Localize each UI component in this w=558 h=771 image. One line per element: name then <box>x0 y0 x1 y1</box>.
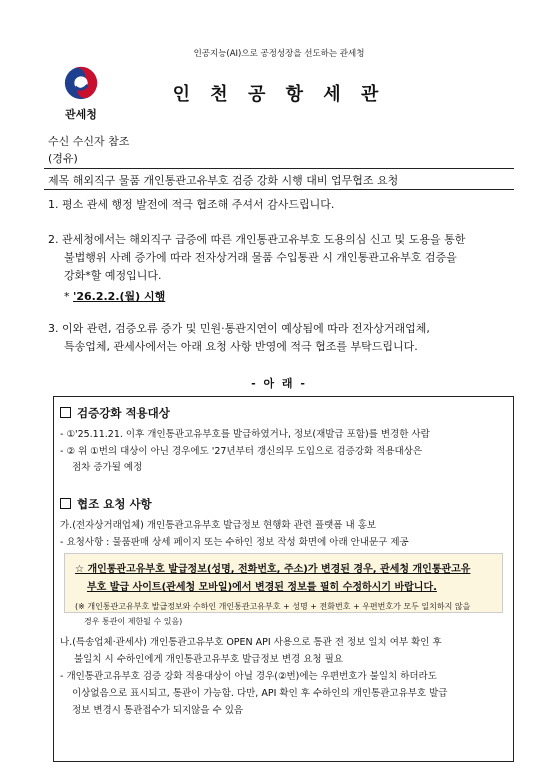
paragraph-3 <box>48 320 518 356</box>
section-1-title-text: 검증강화 적용대상 <box>77 406 170 420</box>
notice-line-2: 부호 발급 사이트(관세청 모바일)에서 변경된 정보를 필히 수정하시기 바랍니다. <box>87 582 437 593</box>
notice-note-1: (※ 개인통관고유부호 발급정보와 수하인 개인통관고유부호 + 성명 + 전화번호 + 우편번호가 모두 일치하지 않을 <box>75 602 471 611</box>
notice-box <box>64 553 503 613</box>
subject-line <box>44 168 514 190</box>
paragraph-2-line-3: 강화*할 예정입니다. <box>64 269 162 282</box>
square-bullet-icon <box>60 407 71 418</box>
item-na-line-2: 불일치 시 수하인에게 개인통관고유부호 발급정보 변경 요청 필요 <box>74 654 343 665</box>
paragraph-2-line-1: 2. 관세청에서는 해외직구 급증에 따른 개인통관고유부호 도용의심 신고 및 도용을 통한 <box>48 233 466 246</box>
paragraph-1: 1. 평소 관세 행정 발전에 적극 협조해 주셔서 감사드립니다. <box>48 198 335 211</box>
section-1-item-2: - ② 위 ①번의 대상이 아닌 경우에도 '27년부터 갱신의무 도입으로 검증강화 적용대상은 <box>60 446 423 457</box>
item-na-line-5: 정보 변경시 통관접수가 되지않을 수 있음 <box>72 705 244 716</box>
paragraph-3-line-2: 특송업체, 관세사에서는 아래 요청 사항 반영에 적극 협조를 부탁드립니다. <box>64 340 418 353</box>
item-ga-request: - 요청사항 : 물품판매 상세 페이지 또는 수하인 정보 작성 화면에 아래 안내문구 제공 <box>60 537 409 548</box>
section-1-item-1: - ①'25.11.21. 이후 개인통관고유부호를 발급하였거나, 정보(재발급 포함)를 변경한 사람 <box>60 429 430 440</box>
slogan: 인공지능(AI)으로 공정성장을 선도하는 관세청 <box>193 49 365 59</box>
recipient-line: 수신 수신자 참조 <box>48 135 130 148</box>
organization-title: 인 천 공 항 세 관 <box>172 84 386 105</box>
effective-date-note <box>64 288 165 304</box>
effective-date: '26.2.2.(월) 시행 <box>73 290 166 303</box>
square-bullet-icon <box>60 498 71 509</box>
subject-text: 제목 해외직구 물품 개인통관고유부호 검증 강화 시행 대비 업무협조 요청 <box>48 174 399 187</box>
taegeuk-logo-icon <box>62 64 100 102</box>
section-2-title-text: 협조 요청 사항 <box>77 497 152 511</box>
paragraph-2-line-2: 불법행위 사례 증가에 따라 전자상거래 물품 수입통관 시 개인통관고유부호 검증을 <box>64 251 457 264</box>
logo-text: 관세청 <box>65 108 97 121</box>
paragraph-3-line-1: 3. 이와 관련, 검증오류 증가 및 민원·통관지연이 예상됨에 따라 전자상거래업체, <box>48 322 430 335</box>
effective-date-prefix: * <box>64 290 73 303</box>
item-na-line-3: - 개인통관고유부호 검증 강화 적용대상이 아닐 경우(②번)에는 우편번호가 불일치 하더라도 <box>60 671 437 682</box>
item-na-line-1: 나.(특송업체·관세사) 개인통관고유부호 OPEN API 사용으로 통관 전 정보 일치 여부 확인 후 <box>60 637 442 648</box>
via-line: (경유) <box>48 152 78 165</box>
item-ga: 가.(전자상거래업체) 개인통관고유부호 발급정보 현행화 관련 플랫폼 내 홍보 <box>60 520 377 531</box>
section-1-title <box>60 405 170 421</box>
section-2-title <box>60 496 152 512</box>
item-na-line-4: 이상없음으로 표시되고, 통관이 가능함. 다만, API 확인 후 수하인의 개인통관고유부호 발급 <box>72 688 448 699</box>
below-heading: - 아 래 - <box>251 377 307 390</box>
paragraph-2 <box>48 231 518 285</box>
section-1-item-2-cont: 점차 증가될 예정 <box>72 462 143 473</box>
logo <box>56 64 106 122</box>
notice-note-2: 경우 통관이 제한될 수 있음) <box>84 617 183 626</box>
details-box <box>53 396 514 762</box>
notice-line-1: ☆ 개인통관고유부호 발급정보(성명, 전화번호, 주소)가 변경된 경우, 관세청 개인통관고유 <box>75 564 471 575</box>
